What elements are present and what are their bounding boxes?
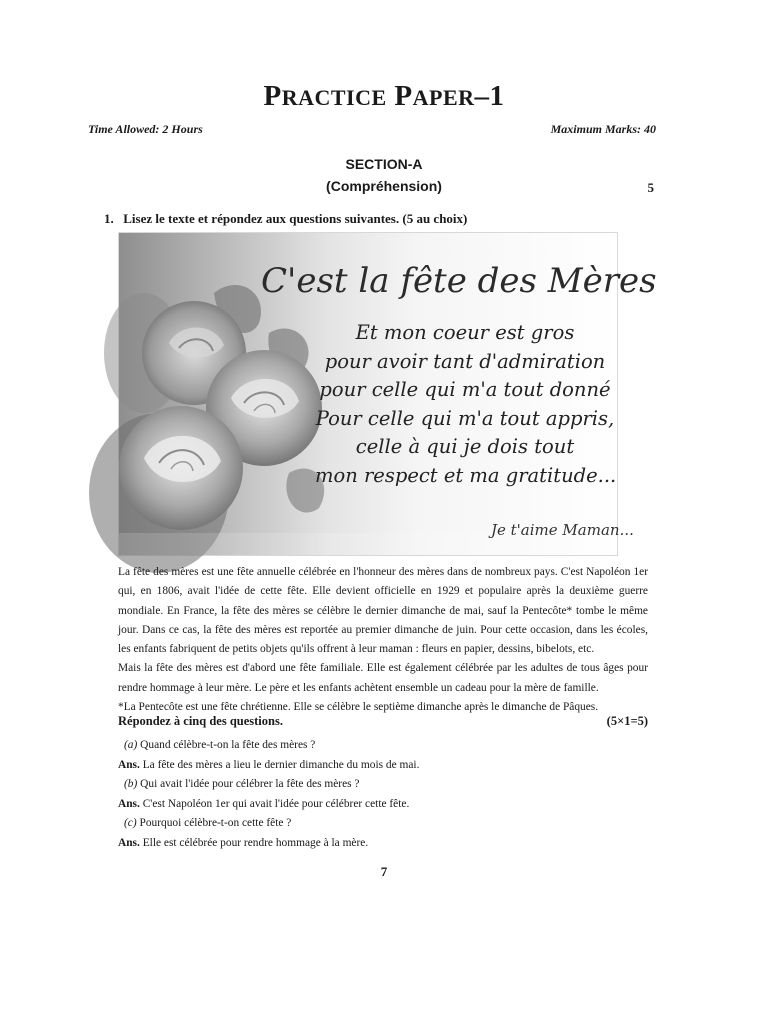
time-allowed: Time Allowed: 2 Hours xyxy=(88,122,203,136)
answer-label: Ans. xyxy=(118,797,140,810)
answer-item xyxy=(118,756,658,776)
title-suffix: –1 xyxy=(474,80,505,112)
question-text: Quand célèbre-t-on la fête des mères ? xyxy=(140,739,316,751)
poem-line: Et mon coeur est gros xyxy=(355,321,575,344)
answer-item xyxy=(118,834,658,854)
answer-text: La fête des mères a lieu le dernier dimanche du mois de mai. xyxy=(142,758,420,771)
poem-line: Pour celle qui m'a tout appris, xyxy=(315,406,615,430)
page-title xyxy=(0,80,768,113)
question-number: 1. xyxy=(104,211,114,226)
title-p1-initial: P xyxy=(263,80,282,112)
section-subtitle: (Compréhension) xyxy=(326,178,442,194)
poster-image xyxy=(118,232,657,556)
passage-paragraph: La fête des mères est une fête annuelle célébrée en l'honneur des mères dans de nombreux pays. C'est Napoléon 1er qui, en 1806, avait l'idée de cette fête. Elle devient officielle en 1929 et populaire après la deuxième guerre mondiale. En France, la fête des mères se célèbre le dernier dimanche de mai, sauf la Pentecôte* tombe le même jour. Dans ce cas, la fête des mères est reportée au premier dimanche de juin. Pour cette occasion, dans les écoles, les enfants fabriquent de petits objets qu'ils offrent à leur maman : fleurs en papier, dessins, bibelots, etc. xyxy=(118,566,648,656)
question-1 xyxy=(104,211,467,227)
question-item xyxy=(118,775,658,795)
page-number: 7 xyxy=(380,864,388,879)
passage-footnote: *La Pentecôte est une fête chrétienne. Elle se célèbre le septième dimanche après le dimanche de Pâques. xyxy=(118,701,599,714)
question-item xyxy=(118,814,658,834)
answer-text: C'est Napoléon 1er qui avait l'idée pour célébrer cette fête. xyxy=(142,797,410,810)
question-letter: (c) xyxy=(124,817,137,830)
question-item xyxy=(118,736,658,756)
reading-passage xyxy=(118,563,648,717)
maximum-marks: Maximum Marks: 40 xyxy=(550,122,656,136)
poem-line: pour avoir tant d'admiration xyxy=(324,349,606,373)
title-p2-initial: P xyxy=(394,80,413,112)
question-letter: (a) xyxy=(124,739,138,751)
poster-signature: Je t'aime Maman... xyxy=(491,521,634,539)
poster-poem xyxy=(315,319,615,490)
answer-label: Ans. xyxy=(118,758,140,771)
poster-heading: C'est la fête des Mères xyxy=(261,261,657,301)
answer-text: Elle est célébrée pour rendre hommage à la mère. xyxy=(142,836,369,849)
passage-paragraph: Mais la fête des mères est d'abord une fête familiale. Elle est également célébrée par les adultes de tous âges pour rendre hommage à leur mère. Le père et les enfants achètent ensemble un cadeau pour la mère de famille. xyxy=(118,662,648,694)
answer-label: Ans. xyxy=(118,836,140,849)
poem-line: mon respect et ma gratitude... xyxy=(315,463,617,487)
poem-line: pour celle qui m'a tout donné xyxy=(319,378,611,401)
poem-line: celle à qui je dois tout xyxy=(355,435,575,458)
question-text: Qui avait l'idée pour célébrer la fête des mères ? xyxy=(140,778,360,791)
respond-instruction: Répondez à cinq des questions. xyxy=(118,714,283,728)
question-letter: (b) xyxy=(124,778,138,791)
section-title: SECTION-A xyxy=(345,156,423,172)
question-instruction: Lisez le texte et répondez aux questions suivantes. (5 au choix) xyxy=(123,211,468,226)
answer-item xyxy=(118,795,658,815)
title-p2-rest: APER xyxy=(412,85,475,110)
question-text: Pourquoi célèbre-t-on cette fête ? xyxy=(139,817,292,830)
question-answer-list xyxy=(118,736,658,854)
section-marks: 5 xyxy=(647,180,654,195)
title-p1-rest: RACTICE xyxy=(281,85,387,110)
respond-marks: (5×1=5) xyxy=(606,714,648,728)
